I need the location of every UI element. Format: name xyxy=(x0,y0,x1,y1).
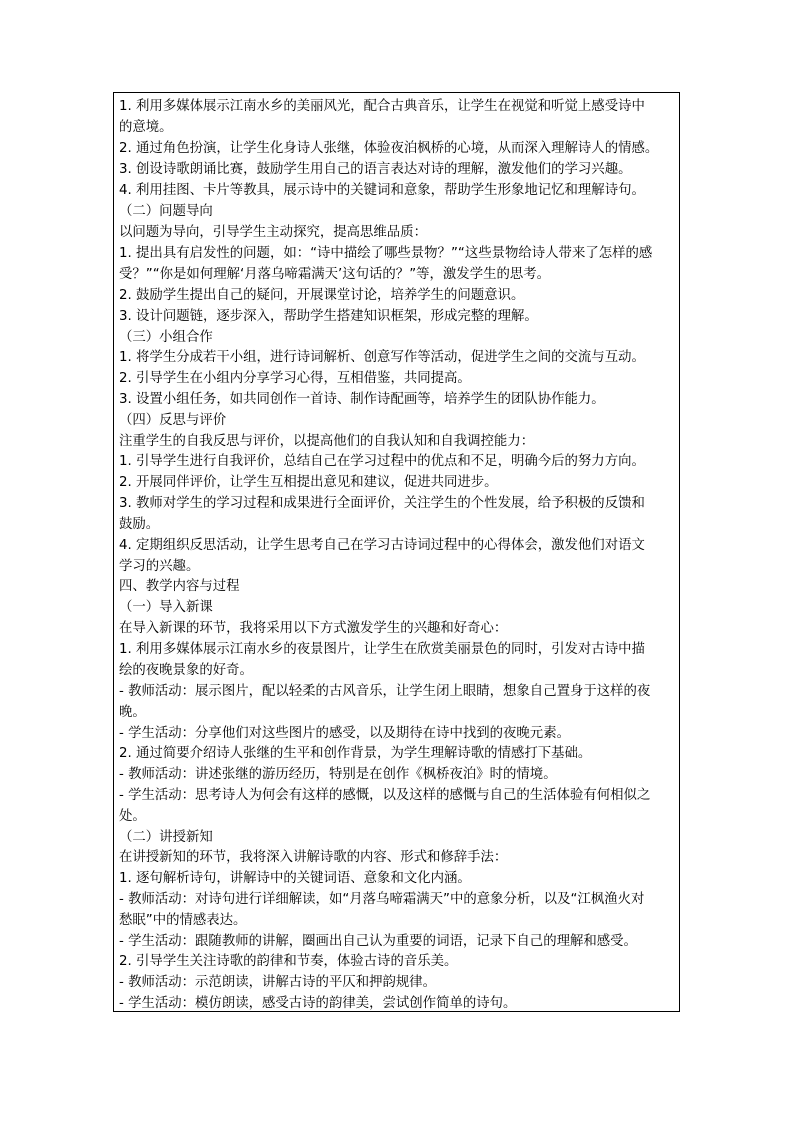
text-line: - 教师活动：对诗句进行详细解读，如“月落乌啼霜满天”中的意象分析，以及“江枫渔火对 xyxy=(119,892,645,907)
text-line: 愁眠”中的情感表达。 xyxy=(119,913,247,928)
text-line: 1. 引导学生进行自我评价，总结自己在学习过程中的优点和不足，明确今后的努力方向。 xyxy=(119,454,645,469)
text-line: 4. 定期组织反思活动，让学生思考自己在学习古诗词过程中的心得体会，激发他们对语文 xyxy=(119,538,645,553)
text-line: （二）讲授新知 xyxy=(119,830,213,845)
text-line: 4. 利用挂图、卡片等教具，展示诗中的关键词和意象，帮助学生形象地记忆和理解诗句。 xyxy=(119,183,645,198)
text-line: 1. 利用多媒体展示江南水乡的美丽风光，配合古典音乐，让学生在视觉和听觉上感受诗中 xyxy=(119,99,645,114)
text-line: 的意境。 xyxy=(119,120,173,135)
text-line: 3. 设置小组任务，如共同创作一首诗、制作诗配画等，培养学生的团队协作能力。 xyxy=(119,392,605,407)
text-line: 注重学生的自我反思与评价，以提高他们的自我认知和自我调控能力： xyxy=(119,434,535,449)
text-line: - 教师活动：示范朗读，讲解古诗的平仄和押韵规律。 xyxy=(119,975,437,990)
text-line: 晚。 xyxy=(119,705,146,720)
text-line: 绘的夜晚景象的好奇。 xyxy=(119,663,253,678)
text-line: 以问题为导向，引导学生主动探究，提高思维品质： xyxy=(119,225,427,240)
text-line: 2. 鼓励学生提出自己的疑问，开展课堂讨论，培养学生的问题意识。 xyxy=(119,288,525,303)
text-line: 1. 提出具有启发性的问题，如：“诗中描绘了哪些景物？”“这些景物给诗人带来了怎样的感 xyxy=(119,246,653,261)
text-line: 2. 开展同伴评价，让学生互相提出意见和建议，促进共同进步。 xyxy=(119,475,498,490)
text-line: 处。 xyxy=(119,809,146,824)
text-line: - 学生活动：分享他们对这些图片的感受，以及期待在诗中找到的夜晚元素。 xyxy=(119,726,570,741)
text-line: 四、教学内容与过程 xyxy=(119,579,240,594)
text-line: 2. 通过简要介绍诗人张继的生平和创作背景，为学生理解诗歌的情感打下基础。 xyxy=(119,746,592,761)
text-line: （二）问题导向 xyxy=(119,204,213,219)
text-line: - 教师活动：展示图片，配以轻柔的古风音乐，让学生闭上眼睛，想象自己置身于这样的夜 xyxy=(119,684,651,699)
text-line: （四）反思与评价 xyxy=(119,413,227,428)
text-line: 在讲授新知的环节，我将深入讲解诗歌的内容、形式和修辞手法： xyxy=(119,850,508,865)
text-line: - 教师活动：讲述张继的游历经历，特别是在创作《枫桥夜泊》时的情境。 xyxy=(119,767,557,782)
text-line: 2. 通过角色扮演，让学生化身诗人张继，体验夜泊枫桥的心境，从而深入理解诗人的情感。 xyxy=(119,141,659,156)
text-line: 1. 逐句解析诗句，讲解诗中的关键词语、意象和文化内涵。 xyxy=(119,871,471,886)
text-line: 1. 利用多媒体展示江南水乡的夜景图片，让学生在欣赏美丽景色的同时，引发对古诗中描 xyxy=(119,642,645,657)
text-line: 鼓励。 xyxy=(119,517,160,532)
text-line: 在导入新课的环节，我将采用以下方式激发学生的兴趣和好奇心： xyxy=(119,621,508,636)
text-line: - 学生活动：跟随教师的讲解，圈画出自己认为重要的词语，记录下自己的理解和感受。 xyxy=(119,934,637,949)
text-line: 3. 设计问题链，逐步深入，帮助学生搭建知识框架，形成完整的理解。 xyxy=(119,309,538,324)
text-line: 3. 创设诗歌朗诵比赛，鼓励学生用自己的语言表达对诗的理解，激发他们的学习兴趣。 xyxy=(119,162,632,177)
text-line: 2. 引导学生关注诗歌的韵律和节奏，体验古诗的音乐美。 xyxy=(119,954,458,969)
text-line: 1. 将学生分成若干小组，进行诗词解析、创意写作等活动，促进学生之间的交流与互动。 xyxy=(119,350,645,365)
text-line: （三）小组合作 xyxy=(119,330,213,345)
text-line: 学习的兴趣。 xyxy=(119,559,200,574)
text-line: - 学生活动：思考诗人为何会有这样的感慨，以及这样的感慨与自己的生活体验有何相似之 xyxy=(119,788,651,803)
text-line: （一）导入新课 xyxy=(119,600,213,615)
text-line: - 学生活动：模仿朗读，感受古诗的韵律美，尝试创作简单的诗句。 xyxy=(119,996,517,1011)
text-line: 受？”“你是如何理解‘月落乌啼霜满天’这句话的？”等，激发学生的思考。 xyxy=(119,267,551,282)
text-line: 3. 教师对学生的学习过程和成果进行全面评价，关注学生的个性发展，给予积极的反馈和 xyxy=(119,496,645,511)
text-line: 2. 引导学生在小组内分享学习心得，互相借鉴，共同提高。 xyxy=(119,371,471,386)
